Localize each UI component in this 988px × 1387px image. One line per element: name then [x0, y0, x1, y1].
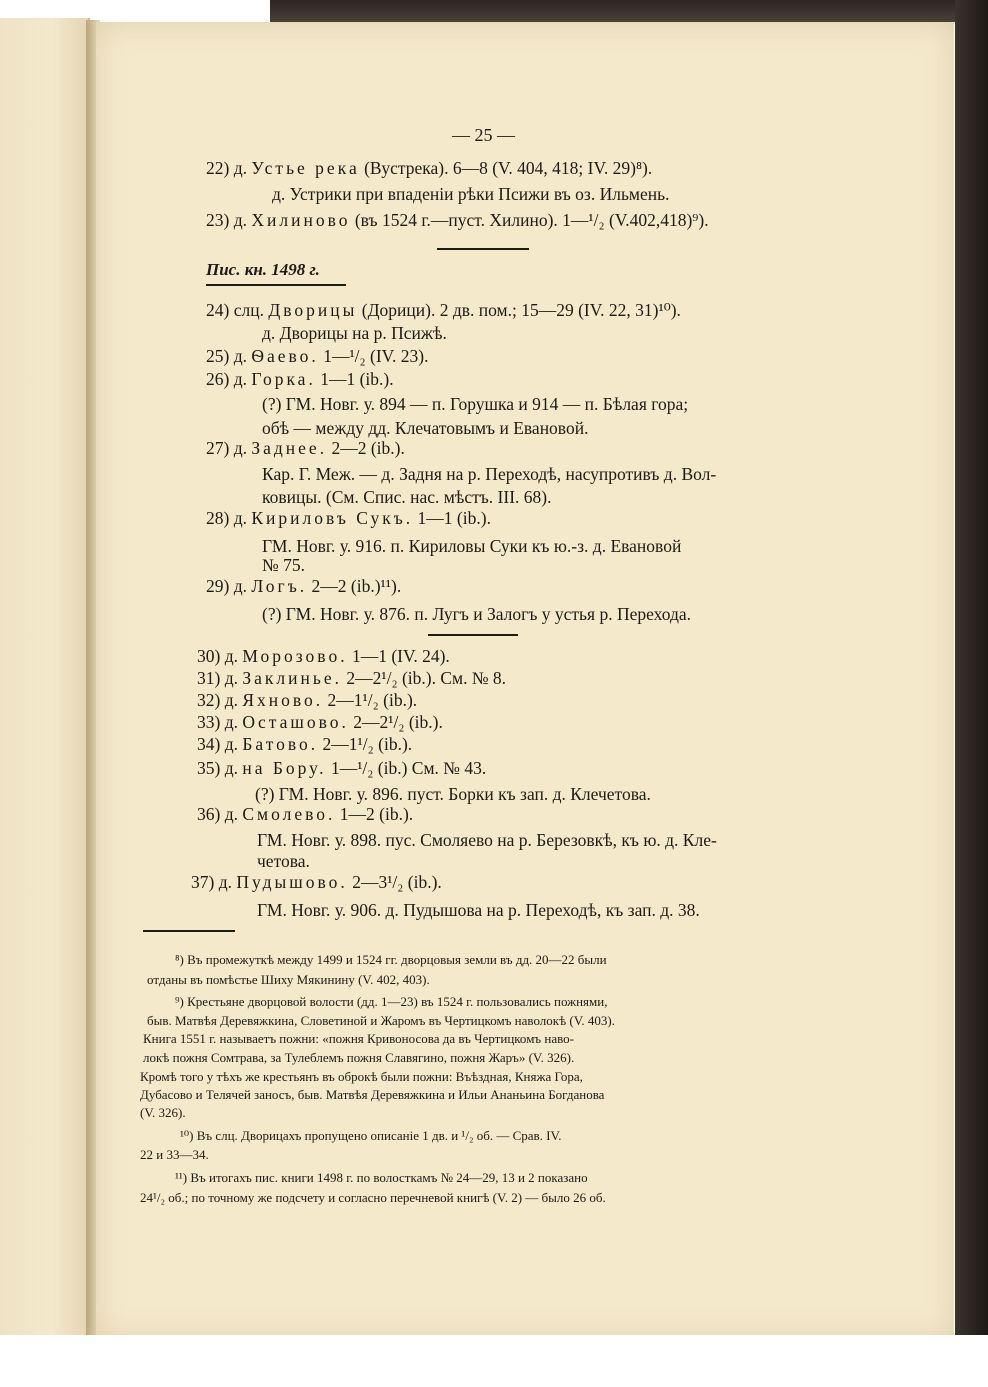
entry-35: 35) д. на Бору. 1—¹/₂ (ib.) См. № 43.	[197, 758, 487, 778]
entry-27: 27) д. Заднее. 2—2 (ib.).	[206, 438, 405, 458]
book-edge-top	[270, 0, 988, 22]
entry-29-note: (?) ГМ. Новг. у. 876. п. Лугъ и Залогъ у устья р. Перехода.	[262, 604, 692, 624]
footnote-line: ¹⁰) Въ слц. Дворицахъ пропущено описаніе 1 дв. и ¹/₂ об. — Срав. IV.	[180, 1128, 562, 1143]
footnote-line: (V. 326).	[140, 1105, 186, 1120]
entry-27-note: Кар. Г. Меж. — д. Задня на р. Переходѣ, насупротивъ д. Вол-	[262, 464, 717, 484]
footnote-line: Дубасово и Телячей заносъ, быв. Матвѣя Деревяжкина и Ильи Ананьина Богданова	[140, 1087, 605, 1102]
entry-22-note: д. Устрики при впаденіи рѣки Псижи въ оз. Ильмень.	[272, 184, 670, 204]
entry-30: 30) д. Морозово. 1—1 (IV. 24).	[197, 646, 450, 666]
entry-29: 29) д. Логъ. 2—2 (ib.)¹¹).	[206, 576, 402, 596]
entry-28-note: ГМ. Новг. у. 916. п. Кириловы Суки къ ю.-з. д. Евановой	[262, 536, 682, 556]
footnote-line: Книга 1551 г. называетъ пожни: «пожня Кривоносова да въ Чертицкомъ наво-	[143, 1031, 574, 1046]
entry-24: 24) слц. Дворицы (Дорици). 2 дв. пом.; 15—29 (IV. 22, 31)¹⁰).	[206, 300, 681, 320]
entry-31: 31) д. Заклинье. 2—2¹/₂ (ib.). См. № 8.	[197, 668, 507, 688]
entry-27-note-2: ковицы. (См. Спис. нас. мѣстъ. III. 68).	[262, 487, 552, 507]
book-edge-right	[955, 0, 988, 1340]
entry-37: 37) д. Пудышово. 2—3¹/₂ (ib.).	[191, 872, 442, 892]
scan-background	[0, 1335, 988, 1387]
footnote-line: быв. Матвѣя Деревяжкина, Словетиной и Жаромъ въ Чертицкомъ наволокѣ (V. 403).	[147, 1013, 615, 1028]
header-underline	[206, 284, 346, 286]
page-number: — 25 —	[452, 125, 515, 145]
entry-26: 26) д. Горка. 1—1 (ib.).	[206, 369, 394, 389]
footnote-line: ¹¹) Въ итогахъ пис. книги 1498 г. по волосткамъ № 24—29, 13 и 2 показано	[175, 1170, 588, 1185]
entry-36-note: ГМ. Новг. у. 898. пус. Смоляево на р. Березовкѣ, къ ю. д. Кле-	[257, 830, 717, 850]
divider-rule-2	[428, 634, 518, 636]
footnote-line: 24¹/₂ об.; по точному же подсчету и согласно перечневой книгѣ (V. 2) — было 26 об.	[140, 1190, 606, 1205]
entry-34: 34) д. Батово. 2—1¹/₂ (ib.).	[197, 734, 413, 754]
divider-rule	[437, 248, 529, 250]
entry-33: 33) д. Осташово. 2—2¹/₂ (ib.).	[197, 712, 443, 732]
entry-37-note: ГМ. Новг. у. 906. д. Пудышова на р. Переходѣ, къ зап. д. 38.	[257, 900, 700, 920]
entry-23: 23) д. Хилиново (въ 1524 г.—пуст. Хилино). 1—¹/₂ (V.402,418)⁹).	[206, 210, 709, 230]
section-header: Пис. кн. 1498 г.	[206, 260, 320, 279]
entry-36-note-2: четова.	[257, 851, 310, 871]
footnote-line: ⁸) Въ промежуткѣ между 1499 и 1524 гг. дворцовыя земли въ дд. 20—22 были	[175, 952, 607, 967]
entry-28-note-2: № 75.	[262, 555, 305, 575]
entry-22: 22) д. Устье река (Вустрека). 6—8 (V. 404, 418; IV. 29)⁸).	[206, 158, 653, 178]
entry-26-note-2: обѣ — между дд. Клечатовымъ и Евановой.	[262, 418, 589, 438]
footnote-line: ⁹) Крестьяне дворцовой волости (дд. 1—23) въ 1524 г. пользовались пожнями,	[175, 994, 608, 1009]
entry-25: 25) д. Ѳаево. 1—¹/₂ (IV. 23).	[206, 346, 429, 366]
footnote-line: отданы въ помѣстье Шиху Мякинину (V. 402, 403).	[147, 972, 430, 987]
footnote-line: локѣ пожня Сомтрава, за Тулеблемъ пожня Славягино, пожня Жаръ» (V. 326).	[143, 1050, 575, 1065]
footnote-rule	[143, 930, 235, 932]
entry-35-note: (?) ГМ. Новг. у. 896. пуст. Борки къ зап. д. Клечетова.	[255, 784, 651, 804]
entry-32: 32) д. Яхново. 2—1¹/₂ (ib.).	[197, 690, 418, 710]
entry-24-note: д. Дворицы на р. Псижѣ.	[262, 323, 447, 343]
entry-36: 36) д. Смолево. 1—2 (ib.).	[197, 804, 414, 824]
entry-26-note: (?) ГМ. Новг. у. 894 — п. Горушка и 914 — п. Бѣлая гора;	[262, 394, 689, 414]
left-page-edge	[0, 18, 90, 1340]
footnote-line: 22 и 33—34.	[140, 1147, 209, 1162]
entry-28: 28) д. Кириловъ Сукъ. 1—1 (ib.).	[206, 508, 491, 528]
footnote-line: Кромѣ того у тѣхъ же крестьянъ въ оброкѣ были пожни: Въѣздная, Княжа Гора,	[140, 1069, 583, 1084]
